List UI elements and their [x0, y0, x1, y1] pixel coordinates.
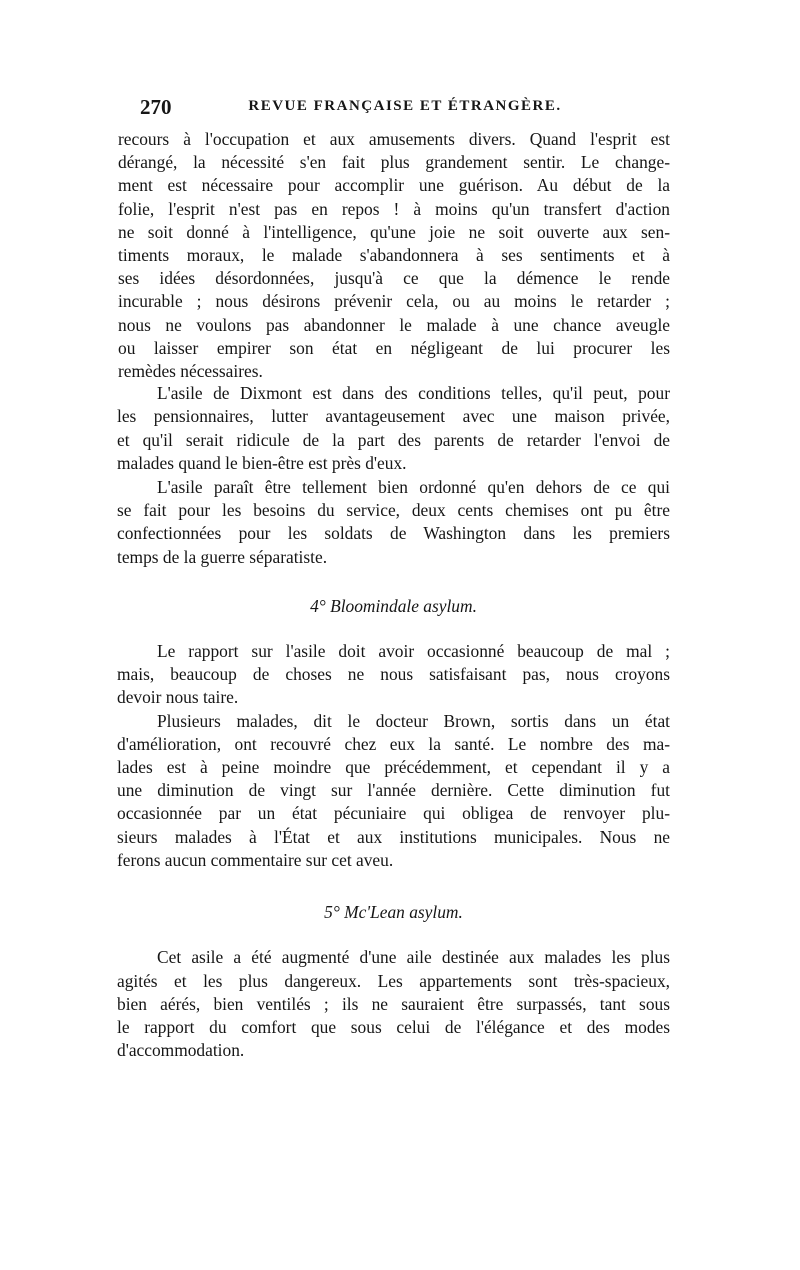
text-line: ou laisser empirer son état en négligeant de lui procurer les [118, 337, 670, 358]
text-line: d'amélioration, ont recouvré chez eux la santé. Le nombre des ma- [117, 733, 670, 754]
text-line: Plusieurs malades, dit le docteur Brown, sortis dans un état [157, 710, 670, 731]
text-line: L'asile paraît être tellement bien ordonné qu'en dehors de ce qui [157, 477, 670, 498]
text-line: timents moraux, le malade s'abandonnera à ses sentiments et à [118, 245, 670, 266]
text-line: malades quand le bien-être est près d'eux. [117, 452, 407, 473]
text-line: une diminution de vingt sur l'année dernière. Cette diminution fut [117, 780, 670, 801]
text-line: Cet asile a été augmenté d'une aile destinée aux malades les plus [157, 947, 670, 968]
text-line: folie, l'esprit n'est pas en repos ! à moins qu'un transfert d'action [118, 198, 670, 219]
text-line: dérangé, la nécessité s'en fait plus grandement sentir. Le change- [118, 152, 670, 173]
text-line: devoir nous taire. [117, 687, 239, 708]
running-head: REVUE FRANÇAISE ET ÉTRANGÈRE. [248, 98, 562, 114]
text-line: Le rapport sur l'asile doit avoir occasionné beaucoup de mal ; [157, 641, 670, 662]
paragraph-mclean [117, 946, 670, 1062]
text-line: incurable ; nous désirons prévenir cela, ou au moins le retarder ; [118, 291, 670, 312]
text-line: sieurs malades à l'État et aux institutions municipales. Nous ne [117, 826, 670, 847]
text-line: mais, beaucoup de choses ne nous satisfaisant pas, nous croyons [117, 664, 670, 685]
paragraph-chemises [117, 476, 670, 569]
text-line: se fait pour les besoins du service, deux cents chemises ont pu être [117, 500, 670, 521]
page-number: 270 [140, 95, 172, 119]
text-line: recours à l'occupation et aux amusements divers. Quand l'esprit est [118, 129, 670, 149]
text-line: ment est nécessaire pour accomplir une guérison. Au début de la [118, 175, 670, 196]
text-line: nous ne voulons pas abandonner le malade à une chance aveugle [118, 314, 670, 335]
text-line: agités et les plus dangereux. Les appartements sont très-spacieux, [117, 970, 670, 991]
text-line: et qu'il serait ridicule de la part des parents de retarder l'envoi de [117, 429, 670, 450]
text-line: lades est à peine moindre que précédemment, et cependant il y a [117, 757, 670, 778]
text-line: le rapport du comfort que sous celui de l'élégance et des modes [117, 1016, 670, 1037]
page-body [117, 128, 670, 1062]
text-line: bien aérés, bien ventilés ; ils ne sauraient être surpassés, tant sous [117, 993, 670, 1014]
paragraph-brown [117, 710, 670, 872]
text-line: L'asile de Dixmont est dans des conditions telles, qu'il peut, pour [157, 383, 670, 404]
section-heading-mclean: 5° Mc'Lean asylum. [324, 902, 463, 923]
text-line: ferons aucun commentaire sur cet aveu. [117, 849, 394, 870]
paragraph-rapport [117, 640, 670, 710]
text-line: occasionnée par un état pécuniaire qui obligea de renvoyer plu- [117, 803, 670, 824]
text-line: les pensionnaires, lutter avantageusement avec une maison privée, [117, 406, 670, 427]
paragraph-continuation [118, 128, 670, 383]
section-heading-bloomindale: 4° Bloomindale asylum. [310, 595, 477, 616]
text-line: temps de la guerre séparatiste. [117, 546, 328, 567]
text-line: d'accommodation. [117, 1040, 245, 1061]
text-line: remèdes nécessaires. [118, 361, 263, 382]
text-line: ses idées désordonnées, jusqu'à ce que la démence le rende [118, 268, 670, 289]
text-line: confectionnées pour les soldats de Washington dans les premiers [117, 523, 670, 544]
paragraph-dixmont [117, 382, 670, 475]
page-header [140, 95, 670, 119]
text-line: ne soit donné à l'intelligence, qu'une joie ne soit ouverte aux sen- [118, 221, 670, 242]
